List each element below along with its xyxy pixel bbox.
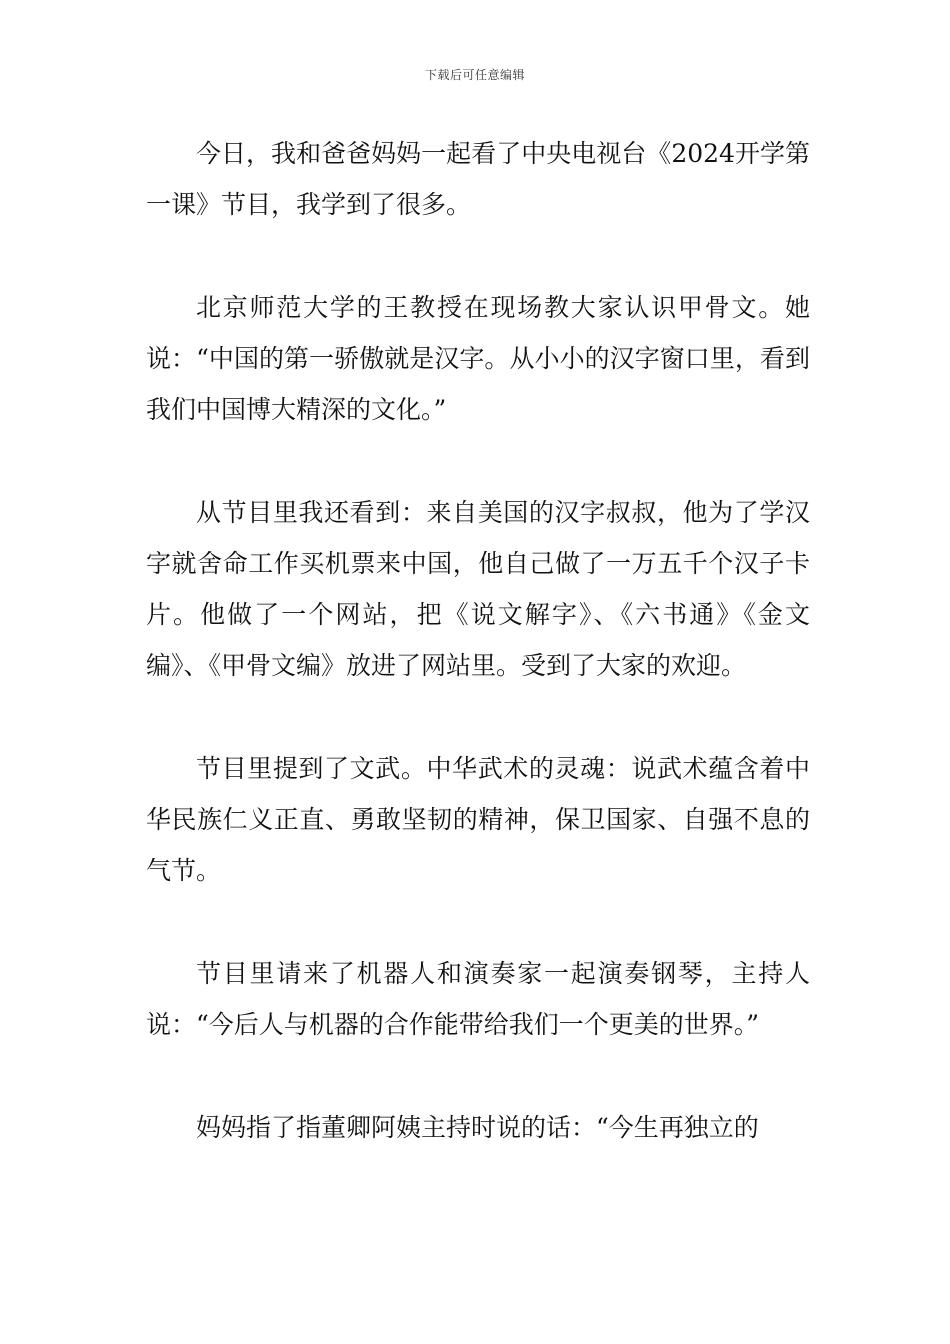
paragraph-4: 节目里提到了文武。中华武术的灵魂：说武术蕴含着中华民族仁义正直、勇敢坚韧的精神，保卫国家、自强不息的气节。 bbox=[146, 754, 810, 885]
body-text bbox=[146, 128, 810, 1205]
paragraph-3: 从节目里我还看到：来自美国的汉字叔叔，他为了学汉字就舍命工作买机票来中国，他自己做了一万五千个汉子卡片。他做了一个网站，把《说文解字》、《六书通》《金文编》、《甲骨文编》放进了网站里。受到了大家的欢迎。 bbox=[146, 498, 810, 680]
paragraph-6: 妈妈指了指董卿阿姨主持时说的话：“今生再独立的 bbox=[196, 1113, 759, 1142]
header-note: 下载后可任意编辑 bbox=[424, 68, 525, 82]
paragraph-2: 北京师范大学的王教授在现场教大家认识甲骨文。她说：“中国的第一骄傲就是汉字。从小小的汉字窗口里，看到我们中国博大精深的文化。” bbox=[146, 293, 810, 424]
paragraph-1: 今日，我和爸爸妈妈一起看了中央电视台《2024开学第一课》节目，我学到了很多。 bbox=[146, 139, 811, 219]
paragraph-5: 节目里请来了机器人和演奏家一起演奏钢琴，主持人说：“今后人与机器的合作能带给我们一个更美的世界。” bbox=[146, 959, 810, 1039]
